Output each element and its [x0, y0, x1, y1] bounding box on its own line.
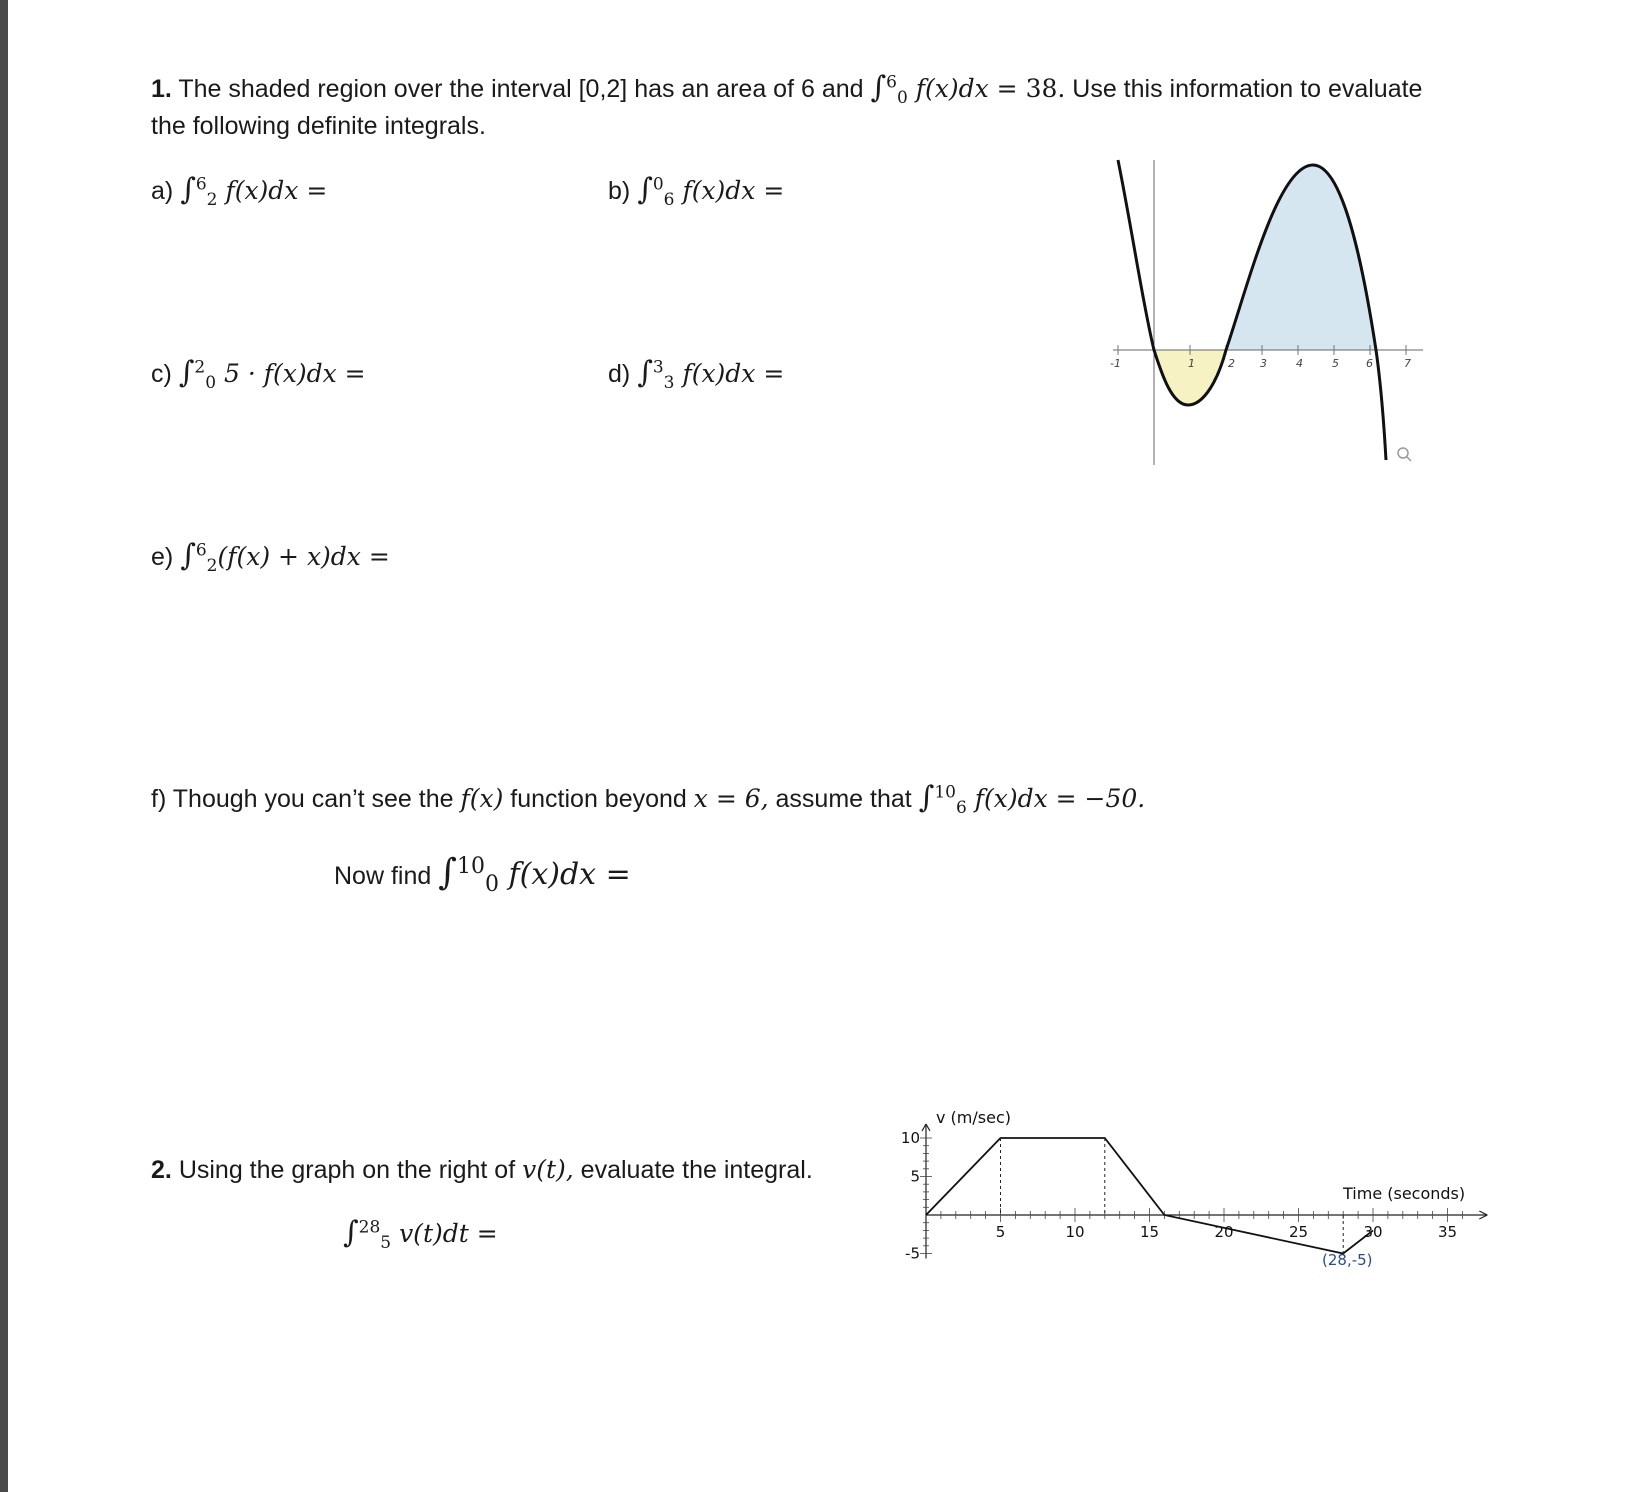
x-tick-label: 15	[1139, 1223, 1160, 1241]
x-tick-label: 6	[1366, 357, 1373, 370]
point-annotation: (28,-5)	[1322, 1251, 1373, 1269]
x-tick-label: 7	[1404, 357, 1411, 370]
part-f: f) Though you can’t see the f(x) function beyond x = 6, assume that ∫$^{10}_6$ f(x)dx = −50.	[151, 780, 1146, 818]
shaded-region-above	[1226, 165, 1376, 350]
y-axis-label: v (m/sec)	[936, 1108, 1011, 1127]
problem1-intro-line1	[151, 70, 1423, 108]
x-axis-label: Time (seconds)	[1343, 1184, 1466, 1203]
x-tick-label: 20	[1214, 1223, 1234, 1241]
x-tick-label: 3	[1260, 357, 1267, 370]
part-b: b) ∫$^0_6$ f(x)dx =	[608, 172, 785, 210]
part-e: e) ∫$^6_2$(f(x) + x)dx =	[151, 538, 390, 576]
part-d: d) ∫$^3_3$ f(x)dx =	[608, 355, 785, 393]
x-tick-label: 1	[1188, 357, 1195, 370]
x-tick-label: 30	[1363, 1223, 1383, 1241]
x-tick-label: 5	[1332, 357, 1339, 370]
problem1-intro-text-b: Use this information to evaluate	[1072, 75, 1423, 103]
y-tick-label: 5	[910, 1167, 920, 1186]
function-graph	[1098, 155, 1438, 475]
problem1-intro-line2: the following definite integrals.	[151, 112, 486, 140]
part-f-now-find: Now find ∫$^{10}_0$ f(x)dx =	[334, 852, 631, 897]
x-tick-label: 2	[1228, 357, 1235, 370]
y-tick-label: 10	[900, 1129, 920, 1147]
problem2-prompt: 2. Using the graph on the right of v(t), evaluate the integral.	[151, 1155, 813, 1184]
x-tick-label: 10	[1065, 1223, 1085, 1241]
part-c: c) ∫$^2_0$ 5 · f(x)dx =	[151, 355, 366, 393]
magnifier-icon[interactable]	[1398, 448, 1411, 461]
velocity-chart	[878, 1095, 1558, 1295]
problem1-number: 1.	[151, 75, 172, 103]
x-tick-label: 25	[1288, 1223, 1309, 1241]
problem2-integral: ∫$^{28}_5$ v(t)dt =	[343, 1215, 498, 1253]
worksheet-page	[8, 0, 1640, 1492]
x-tick-label: -1	[1110, 357, 1121, 370]
part-a: a) ∫$^6_2$ f(x)dx =	[151, 172, 328, 210]
y-tick-label: -5	[905, 1244, 920, 1263]
x-tick-label: 35	[1437, 1223, 1458, 1241]
x-tick-label: 4	[1296, 357, 1303, 370]
problem1-intro-text: The shaded region over the interval [0,2] has an area of 6 and	[178, 75, 864, 103]
given-integral: ∫$^6_0$ f(x)dx = 38.	[870, 70, 1066, 108]
x-tick-label: 5	[995, 1223, 1006, 1241]
